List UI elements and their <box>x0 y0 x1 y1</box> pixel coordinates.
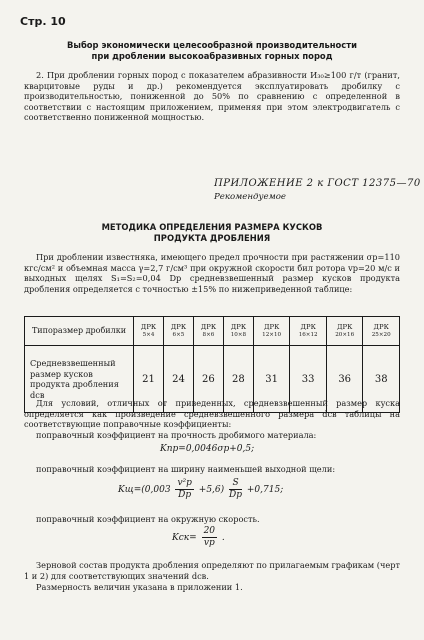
table-header-size-type: ДРК <box>373 323 389 331</box>
coef-slot-num1: v²р <box>177 478 192 488</box>
table-header-size-type: ДРК <box>200 323 217 331</box>
table-header-size <box>193 317 223 346</box>
table-header-row <box>25 317 400 346</box>
table-cell-value: 21 <box>134 346 164 413</box>
table-header-size-type: ДРК <box>337 323 353 331</box>
table-header-size <box>223 317 253 346</box>
coef-strength-label: поправочный коэффициент на прочность дробимого материала: <box>36 430 317 440</box>
table-header-size-type: ДРК <box>230 323 247 331</box>
conditions-paragraph: Для условий, отличных от приведенных, средневзвешенный размер куска определяется как произведение средневзвешенного размера dсв таблицы на соответствующие поправочные коэффициенты: <box>24 398 400 429</box>
coef-speed-label: поправочный коэффициент на окружную скорость. <box>36 514 260 524</box>
appendix-status: Рекомендуемое <box>214 192 286 202</box>
closing-paragraph-1: Зерновой состав продукта дробления определяют по прилагаемым графикам (черт 1 и 2) для соответствующих значений dсв. <box>24 560 400 581</box>
section1-title-line1: Выбор экономически целесообразной производительности <box>67 40 357 50</box>
table-cell-value: 28 <box>223 346 253 413</box>
table-header-size-dims: 20×16 <box>335 332 355 338</box>
table-cell-value: 26 <box>193 346 223 413</box>
coef-slot-left: Kщ=(0,003 <box>118 485 171 495</box>
section2-title-line1: МЕТОДИКА ОПРЕДЕЛЕНИЯ РАЗМЕРА КУСКОВ <box>101 222 323 232</box>
table-header-size-type: ДРК <box>140 323 157 331</box>
coef-speed-fraction <box>202 526 217 549</box>
section1-title <box>30 40 394 62</box>
table-header-size-dims: 12×10 <box>262 332 282 338</box>
coef-slot-fraction-1 <box>175 478 193 501</box>
table-header-size-type: ДРК <box>300 323 316 331</box>
table-cell-value: 33 <box>290 346 327 413</box>
table-header-size-dims: 10×8 <box>230 332 247 338</box>
table-header-size-dims: 6×5 <box>172 332 185 338</box>
section2-paragraph: При дроблении известняка, имеющего предел прочности при растяжении σр=110 кгс/см² и объемная масса γ=2,7 г/см³ при окружной скорости бил ротора vр=20 м/с и выходных щелях S₁=S₂=0,04 Dр средневзвешенный размер кусков продукта дробления определяется с точностью ±15% по нижеприведенной таблице: <box>24 252 400 294</box>
table-header-size <box>326 317 363 346</box>
table-header-size <box>134 317 164 346</box>
table-header-first: Типоразмер дробилки <box>25 317 134 346</box>
closing-paragraph-2: Размерность величин указана в приложении 1. <box>36 582 243 592</box>
coef-speed-num: 20 <box>203 526 216 536</box>
coef-slot-formula <box>118 478 283 501</box>
table-header-size <box>290 317 327 346</box>
coef-slot-fraction-2 <box>229 478 242 501</box>
table-header-size-dims: 16×12 <box>298 332 318 338</box>
table-header-size-type: ДРК <box>170 323 187 331</box>
section2-title-line2: ПРОДУКТА ДРОБЛЕНИЯ <box>153 233 271 243</box>
coef-speed-formula <box>172 526 225 549</box>
table-header-size-dims: 25×20 <box>371 332 391 338</box>
coef-strength-formula: Kпр=0,0046σр+0,5; <box>160 444 255 454</box>
table-cell-value: 24 <box>163 346 193 413</box>
table-header-size <box>253 317 290 346</box>
table-row-label: Средневзвешенный размер кусков продукта дробления dсв <box>25 346 134 413</box>
table-header-size-type: ДРК <box>263 323 280 331</box>
page-number: Стр. 10 <box>20 15 66 28</box>
coef-speed-left: Kск= <box>172 533 197 543</box>
coef-slot-den1: Dр <box>178 490 192 500</box>
appendix-label: ПРИЛОЖЕНИЕ 2 к ГОСТ 12375—70 <box>214 178 421 189</box>
section2-title <box>30 222 394 244</box>
coef-slot-mid: +5,6) <box>198 485 225 495</box>
table-header-size-dims: 5×4 <box>142 332 155 338</box>
table-cell-value: 31 <box>253 346 290 413</box>
section1-paragraph: 2. При дроблении горных пород с показателем абразивности И₃₀≥100 г/т (гранит, кварцитовые руды и др.) рекомендуется эксплуатировать дробилку с производительностью, пониженной до 50% по сравнению с определенной в соответствии с настоящим приложением, применяя при этом электродвигатель с соответственно пониженной мощностью. <box>24 70 400 122</box>
table-cell-value: 36 <box>326 346 363 413</box>
section1-title-line2: при дроблении высокоабразивных горных пород <box>91 51 333 61</box>
coef-slot-num2: S <box>229 478 242 490</box>
coef-speed-den: vр <box>203 538 215 548</box>
table-header-size <box>363 317 400 346</box>
coef-slot-label: поправочный коэффициент на ширину наименьшей выходной щели: <box>36 464 336 474</box>
coef-slot-right: +0,715; <box>246 485 284 495</box>
table-cell-value: 38 <box>363 346 400 413</box>
coef-speed-end: . <box>221 533 225 543</box>
table-header-size-dims: 8×6 <box>202 332 215 338</box>
table-header-size <box>163 317 193 346</box>
coef-slot-den2: Dр <box>229 490 243 500</box>
